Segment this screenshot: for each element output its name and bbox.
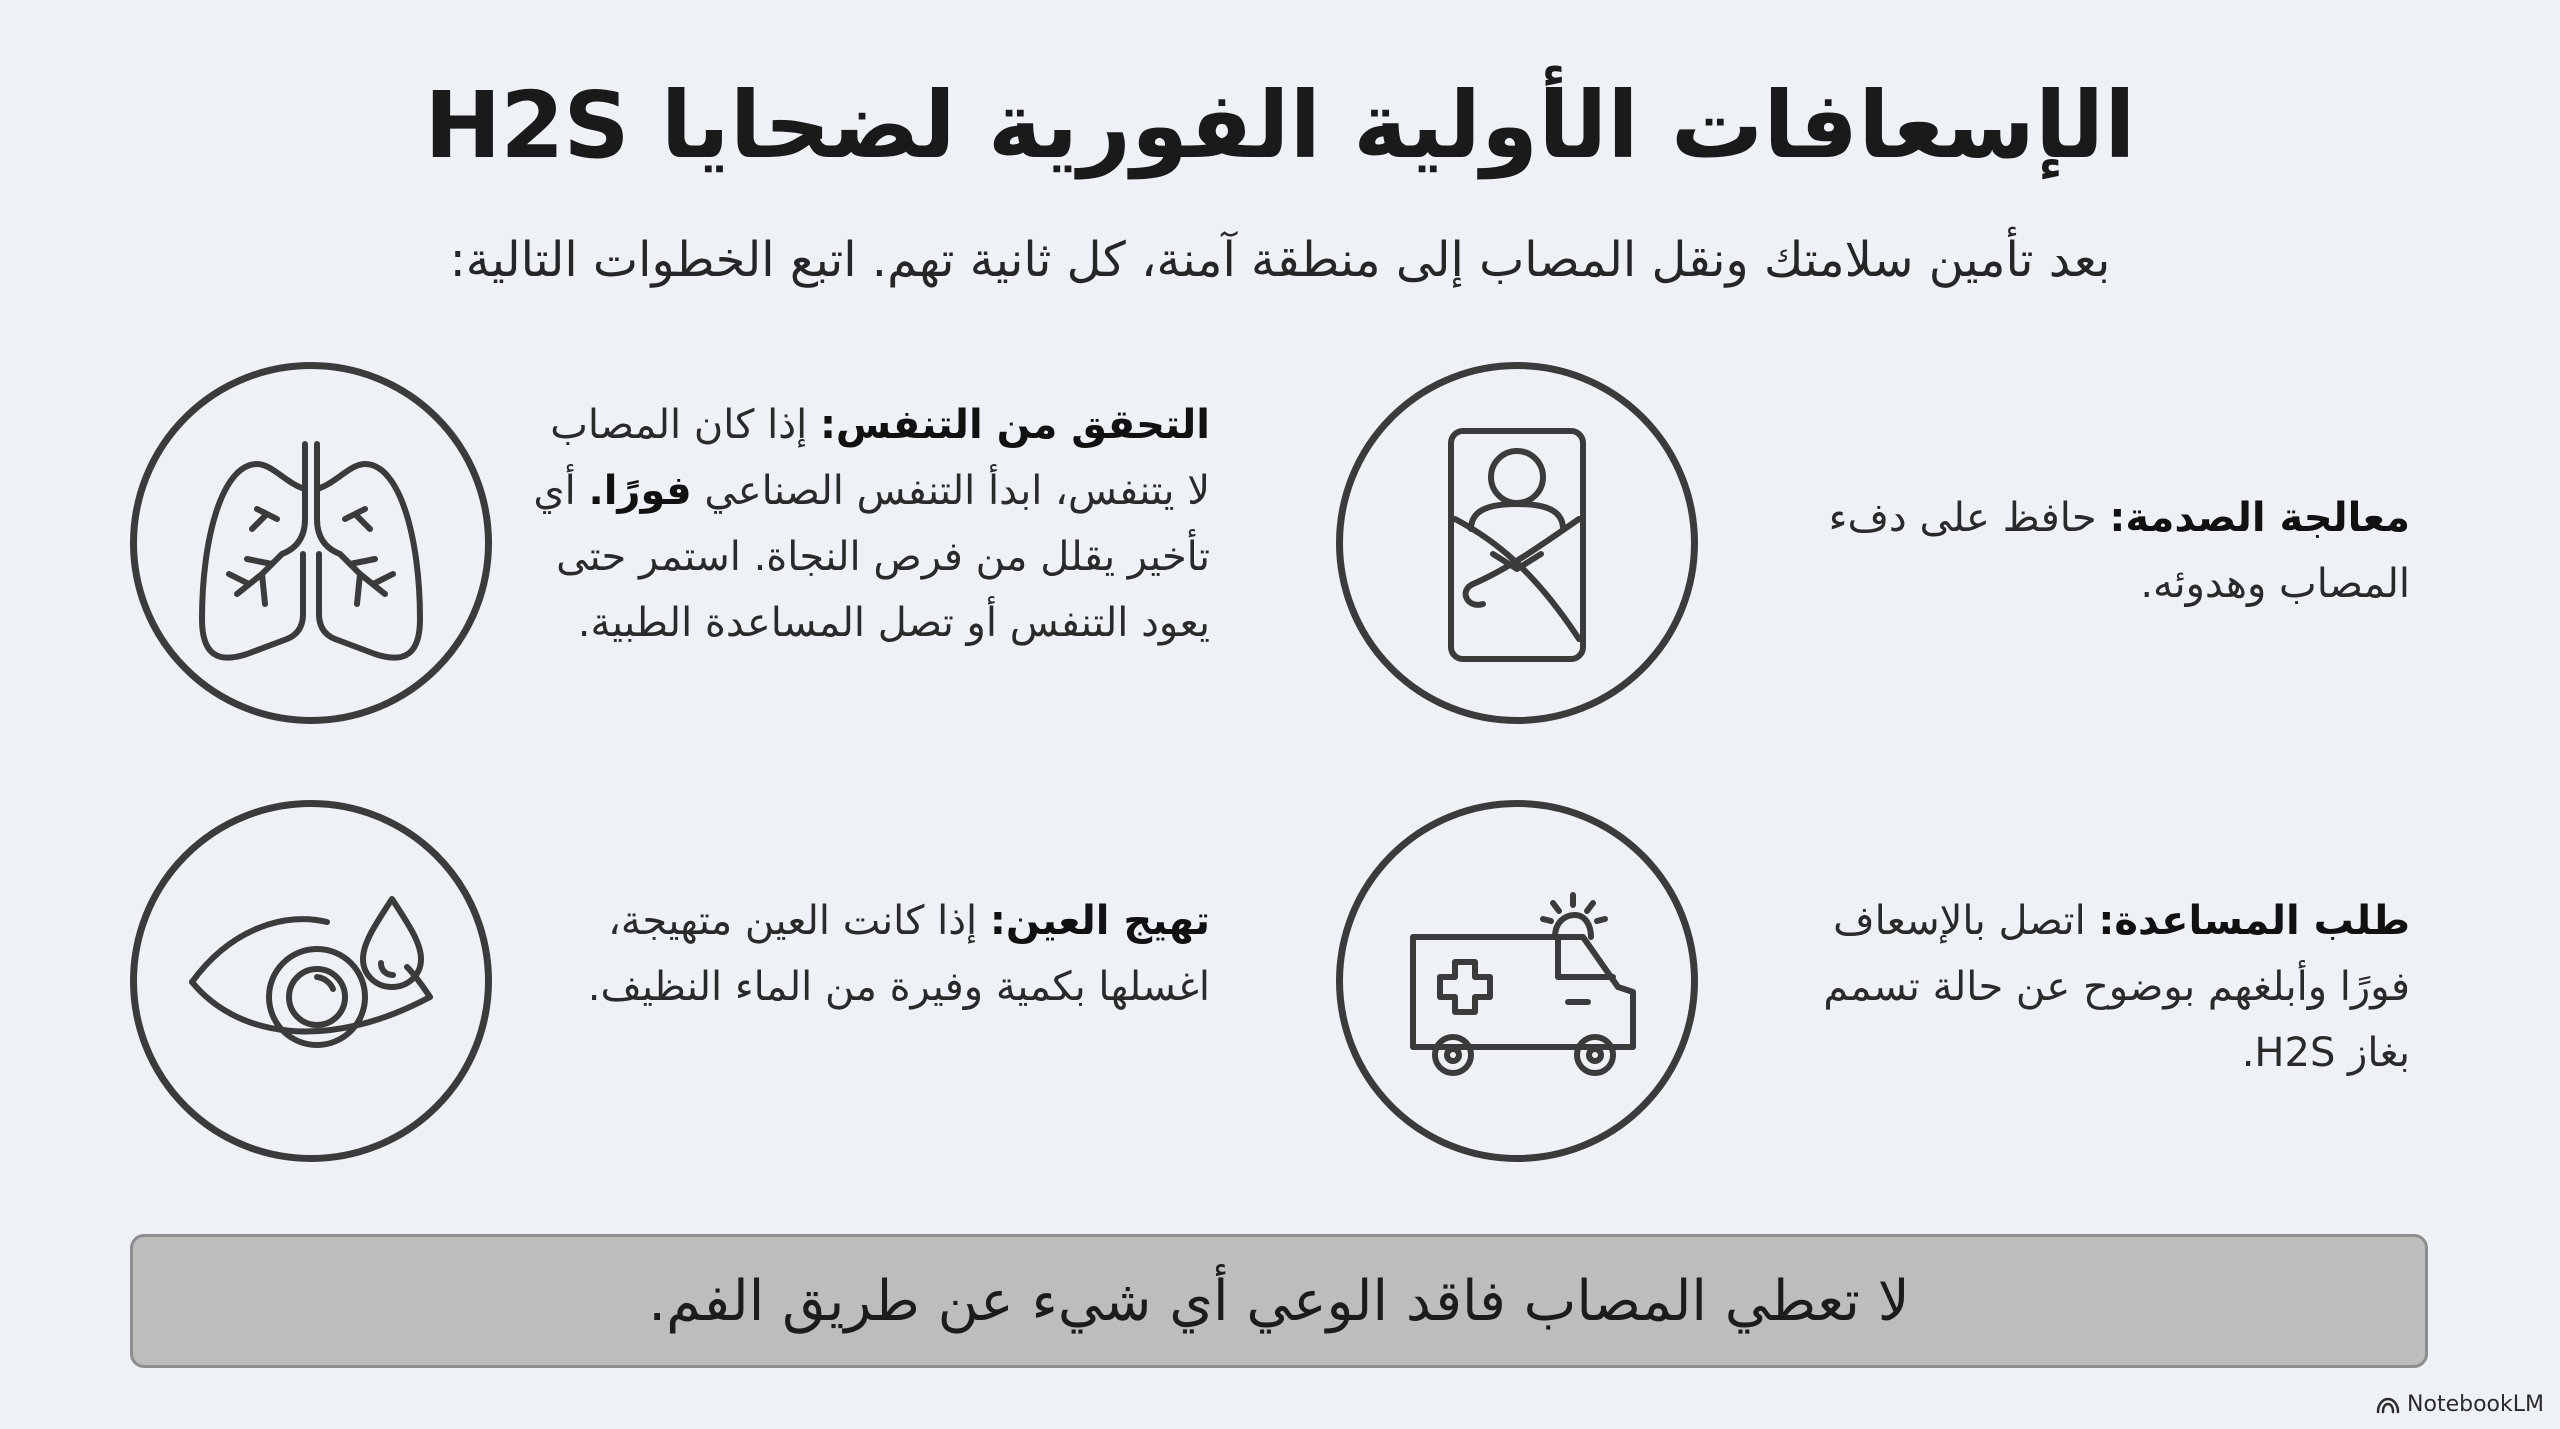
breathing-emphasis: فورًا. bbox=[588, 468, 692, 514]
page-title: الإسعافات الأولية الفورية لضحايا H2S bbox=[424, 72, 2136, 179]
help-card-text bbox=[1760, 888, 2410, 1086]
warning-banner bbox=[130, 1234, 2428, 1368]
eyes-text: إذا كانت العين متهيجة، اغسلها بكمية وفيرة من الماء النظيف. bbox=[587, 898, 1210, 1010]
shock-heading: معالجة الصدمة: bbox=[2109, 495, 2410, 541]
breathing-card-text bbox=[520, 392, 1210, 656]
notebooklm-brand bbox=[2375, 1392, 2544, 1417]
breathing-text-2: أي تأخير يقلل من فرص النجاة. استمر حتى يعود التنفس أو تصل المساعدة الطبية. bbox=[533, 468, 1210, 646]
blanket-person-icon bbox=[1336, 362, 1698, 724]
eyes-card-text bbox=[580, 888, 1210, 1020]
ambulance-icon bbox=[1336, 800, 1698, 1162]
shock-card-text bbox=[1760, 485, 2410, 617]
page-subtitle: بعد تأمين سلامتك ونقل المصاب إلى منطقة آمنة، كل ثانية تهم. اتبع الخطوات التالية: bbox=[449, 232, 2111, 288]
shock-text: حافظ على دفء المصاب وهدوئه. bbox=[1828, 495, 2410, 607]
eye-drop-icon bbox=[130, 800, 492, 1162]
notebooklm-logo-icon bbox=[2375, 1396, 2401, 1414]
breathing-text-1: إذا كان المصاب لا يتنفس، ابدأ التنفس الصناعي bbox=[550, 402, 1210, 514]
warning-banner-text: لا تعطي المصاب فاقد الوعي أي شيء عن طريق الفم. bbox=[648, 1268, 1910, 1334]
breathing-heading: التحقق من التنفس: bbox=[819, 402, 1210, 448]
eyes-heading: تهيج العين: bbox=[989, 898, 1210, 944]
help-text: اتصل بالإسعاف فورًا وأبلغهم بوضوح عن حالة تسمم بغاز H2S. bbox=[1823, 898, 2410, 1076]
brand-label: NotebookLM bbox=[2407, 1392, 2544, 1417]
help-heading: طلب المساعدة: bbox=[2098, 898, 2410, 944]
lungs-icon bbox=[130, 362, 492, 724]
